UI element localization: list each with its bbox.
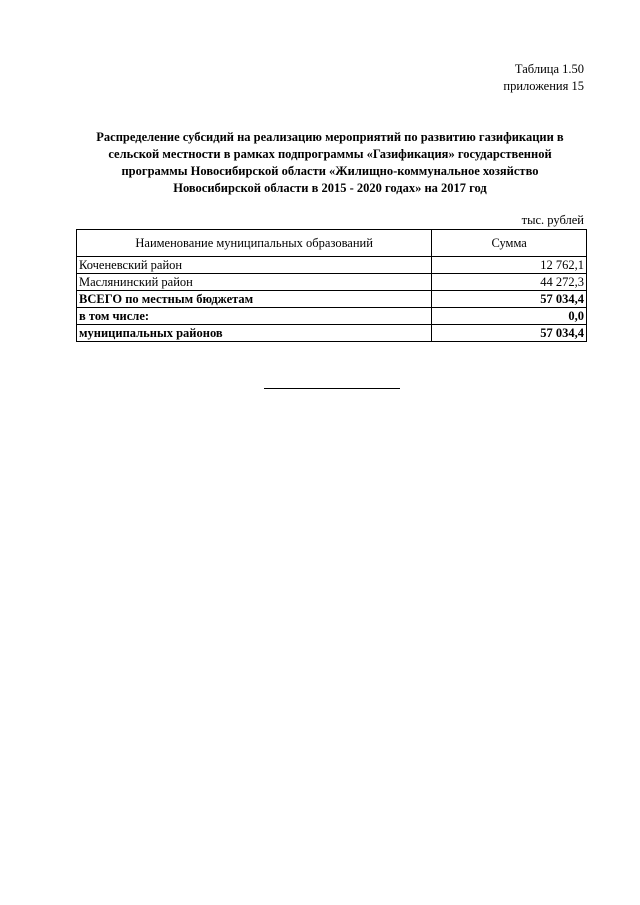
row-sum: 12 762,1 [432,257,587,274]
table-row [77,257,587,274]
row-name: муниципальных районов [77,325,432,342]
table-row-municipal [77,325,587,342]
title-line: программы Новосибирской области «Жилищно-коммунальное хозяйство [121,164,539,178]
row-sum: 0,0 [432,308,587,325]
title-line: Новосибирской области в 2015 - 2020 годах» на 2017 год [173,181,487,195]
table-number: Таблица 1.50 [514,62,584,76]
units-label: тыс. рублей [521,213,584,227]
table-row-including [77,308,587,325]
column-header-name: Наименование муниципальных образований [77,230,432,257]
appendix-number: приложения 15 [503,79,584,93]
table-row-total [77,291,587,308]
row-name: ВСЕГО по местным бюджетам [77,291,432,308]
row-sum: 57 034,4 [432,325,587,342]
document-title [70,129,590,197]
table-header-row [77,230,587,257]
row-sum: 44 272,3 [432,274,587,291]
title-line: сельской местности в рамках подпрограммы «Газификация» государственной [108,147,552,161]
column-header-sum: Сумма [432,230,587,257]
row-name: Маслянинский район [77,274,432,291]
subsidy-table [76,229,587,342]
row-name: Коченевский район [77,257,432,274]
end-of-document-line [264,388,400,389]
table-reference [503,61,584,95]
row-sum: 57 034,4 [432,291,587,308]
title-line: Распределение субсидий на реализацию мероприятий по развитию газификации в [96,130,564,144]
table-row [77,274,587,291]
row-name: в том числе: [77,308,432,325]
